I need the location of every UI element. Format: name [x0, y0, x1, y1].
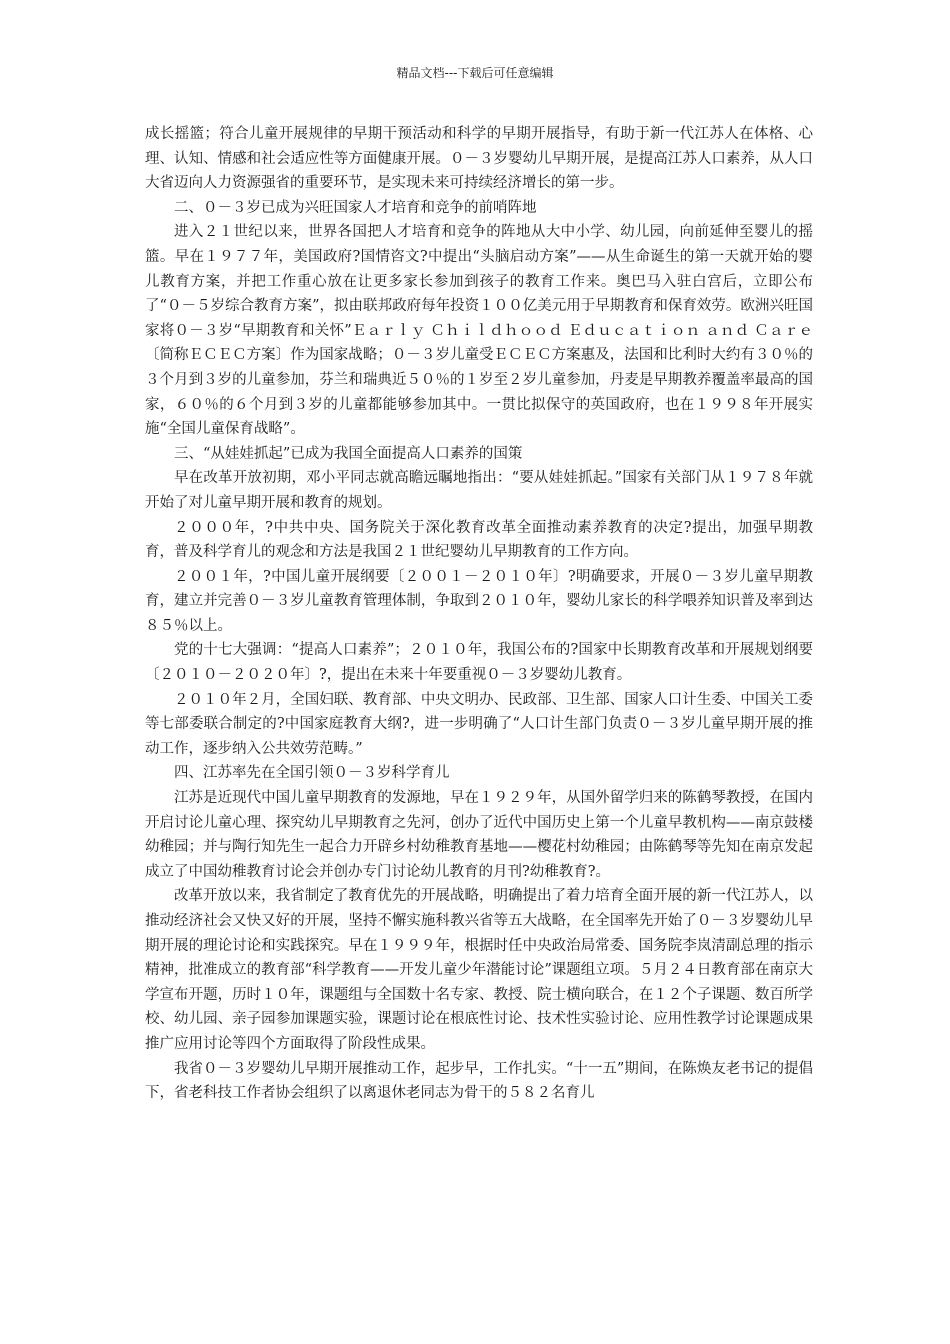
paragraph: 江苏是近现代中国儿童早期教育的发源地，早在１９２９年，从国外留学归来的陈鹤琴教授，在国内开启讨论儿童心理、探究幼儿早期教育之先河，创办了近代中国历史上第一个儿童早教机构——南京鼓楼幼稚园；并与陶行知先生一起合力开辟乡村幼稚教育基地——樱花村幼稚园；由陈鹤琴等先知在南京发起成立了中国幼稚教育讨论会并创办专门讨论幼儿教育的月刊?幼稚教育?。: [145, 790, 813, 880]
section-heading: 四、江苏率先在全国引领０－３岁科学育儿: [174, 765, 450, 782]
paragraph: ２００１年，?中国儿童开展纲要〔２００１－２０１０年〕?明确要求，开展０－３岁儿童早期教育，建立并完善０－３岁儿童教育管理体制，争取到２０１０年，婴幼儿家长的科学喂养知识普及率到达８５％以上。: [145, 568, 813, 634]
section-heading: 三、“从娃娃抓起”已成为我国全面提高人口素养的国策: [174, 445, 523, 462]
paragraph: 成长摇篮；符合儿童开展规律的早期干预活动和科学的早期开展指导，有助于新一代江苏人在体格、心理、认知、情感和社会适应性等方面健康开展。０－３岁婴幼儿早期开展，是提高江苏人口素养，从人口大省迈向人力资源强省的重要环节，是实现未来可持续经济增长的第一步。: [145, 126, 813, 192]
paragraph: ２０１０年２月，全国妇联、教育部、中央文明办、民政部、卫生部、国家人口计生委、中国关工委等七部委联合制定的?中国家庭教育大纲?，进一步明确了“人口计生部门负责０－３岁儿童早期开展的推动工作，逐步纳入公共效劳范畴。”: [145, 691, 813, 757]
page-header: 精品文档---下载后可任意编辑: [396, 66, 554, 80]
paragraph: 进入２１世纪以来，世界各国把人才培育和竞争的阵地从大中小学、幼儿园，向前延伸至婴儿的摇篮。早在１９７７年，美国政府?国情咨文?中提出“头脑启动方案”——从生命诞生的第一天就开始的婴儿教育方案，并把工作重心放在让更多家长参加到孩子的教育工作来。奥巴马入驻白宫后，立即公布了“０－５岁综合教育方案”，拟由联邦政府每年投资１００亿美元用于早期教育和保育效劳。欧洲兴旺国家将０－３岁“早期教育和关怀”Ｅａｒｌｙ Ｃｈｉｌｄｈｏｏｄ Ｅｄｕｃａｔｉｏｎ ａｎｄ Ｃａｒｅ〔简称ＥＣＥＣ方案〕作为国家战略；０－３岁儿童受ＥＣＥＣ方案惠及，法国和比利时大约有３０％的３个月到３岁的儿童参加，芬兰和瑞典近５０％的１岁至２岁儿童参加，丹麦是早期教养覆盖率最高的国家，６０％的６个月到３岁的儿童都能够参加其中。一贯比拟保守的英国政府，也在１９９８年开展实施“全国儿童保育战略”。: [145, 224, 813, 438]
document-body: [145, 122, 813, 1106]
section-heading: 二、０－３岁已成为兴旺国家人才培育和竞争的前哨阵地: [174, 199, 537, 216]
paragraph: 党的十七大强调：“提高人口素养”；２０１０年，我国公布的?国家中长期教育改革和开展规划纲要〔２０１０－２０２０年〕?，提出在未来十年要重视０－３岁婴幼儿教育。: [145, 642, 813, 684]
paragraph: 我省０－３岁婴幼儿早期开展推动工作，起步早，工作扎实。“十一五”期间，在陈焕友老书记的提倡下，省老科技工作者协会组织了以离退休老同志为骨干的５８２名育儿: [145, 1060, 813, 1102]
paragraph: 改革开放以来，我省制定了教育优先的开展战略，明确提出了着力培育全面开展的新一代江苏人，以推动经济社会又快又好的开展，坚持不懈实施科教兴省等五大战略，在全国率先开始了０－３岁婴幼儿早期开展的理论讨论和实践探究。早在１９９９年，根据时任中央政治局常委、国务院李岚清副总理的指示精神，批准成立的教育部“科学教育——开发儿童少年潜能讨论”课题组立项。５月２４日教育部在南京大学宣布开题，历时１０年，课题组与全国数十名专家、教授、院士横向联合，在１２个子课题、数百所学校、幼儿园、亲子园参加课题实验，课题讨论在根底性讨论、技术性实验讨论、应用性教学讨论课题成果推广应用讨论等四个方面取得了阶段性成果。: [145, 888, 813, 1052]
paragraph: 早在改革开放初期，邓小平同志就高瞻远瞩地指出：“要从娃娃抓起。”国家有关部门从１９７８年就开始了对儿童早期开展和教育的规划。: [145, 470, 813, 511]
paragraph: ２０００年，?中共中央、国务院关于深化教育改革全面推动素养教育的决定?提出，加强早期教育，普及科学育儿的观念和方法是我国２１世纪婴幼儿早期教育的工作方向。: [145, 519, 813, 561]
